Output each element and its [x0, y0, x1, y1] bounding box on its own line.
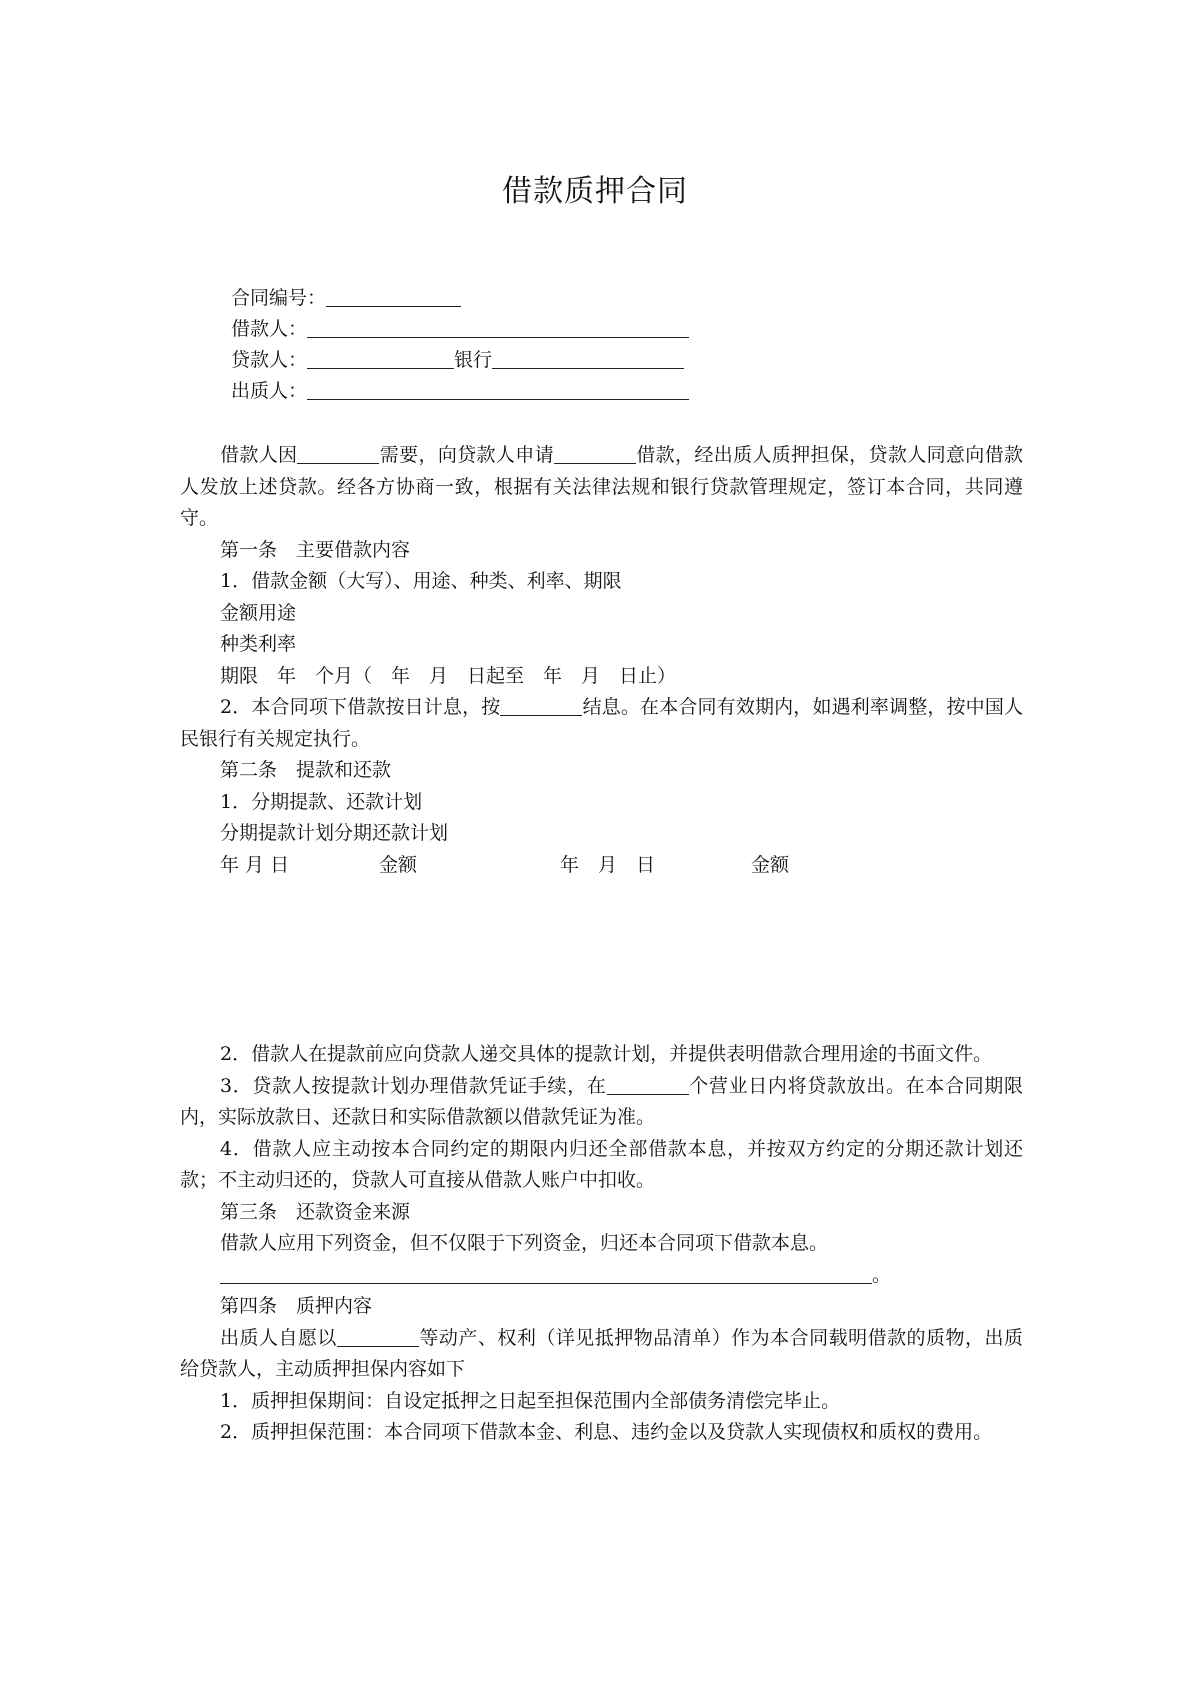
contract-number-blank: [326, 286, 461, 307]
loan-blank: [554, 443, 636, 464]
article3-text: 借款人应用下列资金，但不仅限于下列资金，归还本合同项下借款本息。: [220, 1232, 829, 1254]
lender-blank: [307, 348, 454, 369]
amount-use-line: 金额用途: [220, 601, 297, 624]
purpose-blank: [297, 443, 379, 464]
article1-item2: 2．本合同项下借款按日计息，按 结息。在本合同有效期内，如遇利率调整，按中国人民银行有关规定执行。: [180, 696, 1023, 750]
interest-settlement-blank: [500, 695, 582, 716]
plan-titles: 分期提款计划分期还款计划: [220, 822, 449, 844]
article4-heading: 第四条 质押内容: [220, 1295, 373, 1317]
article2-item2: 2．借款人在提款前应向贷款人递交具体的提款计划，并提供表明借款合理用途的书面文件。: [220, 1043, 993, 1065]
intro-paragraph: 借款人因 需要，向贷款人申请 借款，经出质人质押担保，贷款人同意向借款人发放上述贷款。经各方协商一致，根据有关法律法规和银行贷款管理规定，签订本合同，共同遵守。: [180, 444, 1023, 529]
business-days-blank: [607, 1074, 689, 1095]
funds-source-line: 。: [180, 1260, 1023, 1292]
intro-section: [180, 440, 1023, 850]
lender-row: [231, 345, 684, 376]
term-line: 期限 年 个月（ 年 月 日起至 年 月 日止）: [220, 664, 677, 687]
contract-number-row: [231, 283, 461, 314]
pledgor-blank: [307, 379, 689, 400]
type-rate-line: 种类利率: [220, 633, 297, 655]
article2-heading: 第二条 提款和还款: [220, 759, 392, 781]
repay-date-header: 年 月 日: [560, 854, 656, 876]
article4-item2: 2．质押担保范围：本合同项下借款本金、利息、违约金以及贷款人实现债权和质权的费用。: [220, 1421, 993, 1443]
document-title: 借款质押合同: [502, 174, 688, 209]
bank-label: 银行: [454, 349, 493, 371]
pledgor-row: [231, 376, 689, 407]
article4-item1: 1．质押担保期间：自设定抵押之日起至担保范围内全部债务清偿完毕止。: [220, 1389, 841, 1412]
pledgor-label: 出质人：: [231, 380, 308, 402]
article1-heading: 第一条 主要借款内容: [220, 538, 411, 561]
repay-amount-header: 金额: [751, 854, 790, 876]
drawdown-date-header: 年 月 日: [220, 854, 290, 876]
lender-label: 贷款人：: [231, 349, 308, 371]
pledge-items-blank: [337, 1326, 419, 1347]
drawdown-amount-header: 金额: [379, 854, 418, 876]
article2-item4: 4．借款人应主动按本合同约定的期限内归还全部借款本息，并按双方约定的分期还款计划还款；不主动归还的，贷款人可直接从借款人账户中扣收。: [180, 1137, 1023, 1191]
funds-source-blank: [220, 1263, 872, 1284]
plan-table-header: [220, 850, 789, 882]
article4-paragraph: 出质人自愿以 等动产、权利（详见抵押物品清单）作为本合同载明借款的质物，出质给贷款人，主动质押担保内容如下: [180, 1326, 1023, 1380]
contract-number-label: 合同编号：: [231, 287, 327, 309]
bank-blank: [492, 348, 684, 369]
article2-item1: 1．分期提款、还款计划: [220, 790, 423, 813]
borrower-row: [231, 314, 689, 345]
borrower-label: 借款人：: [231, 318, 308, 340]
borrower-blank: [307, 317, 689, 338]
article3-heading: 第三条 还款资金来源: [220, 1200, 411, 1223]
article2-item3: 3．贷款人按提款计划办理借款凭证手续，在 个营业日内将贷款放出。在本合同期限内，实际放款日、还款日和实际借款额以借款凭证为准。: [180, 1074, 1023, 1128]
main-section: [180, 1039, 1023, 1449]
article1-item1: 1．借款金额（大写）、用途、种类、利率、期限: [220, 570, 622, 592]
